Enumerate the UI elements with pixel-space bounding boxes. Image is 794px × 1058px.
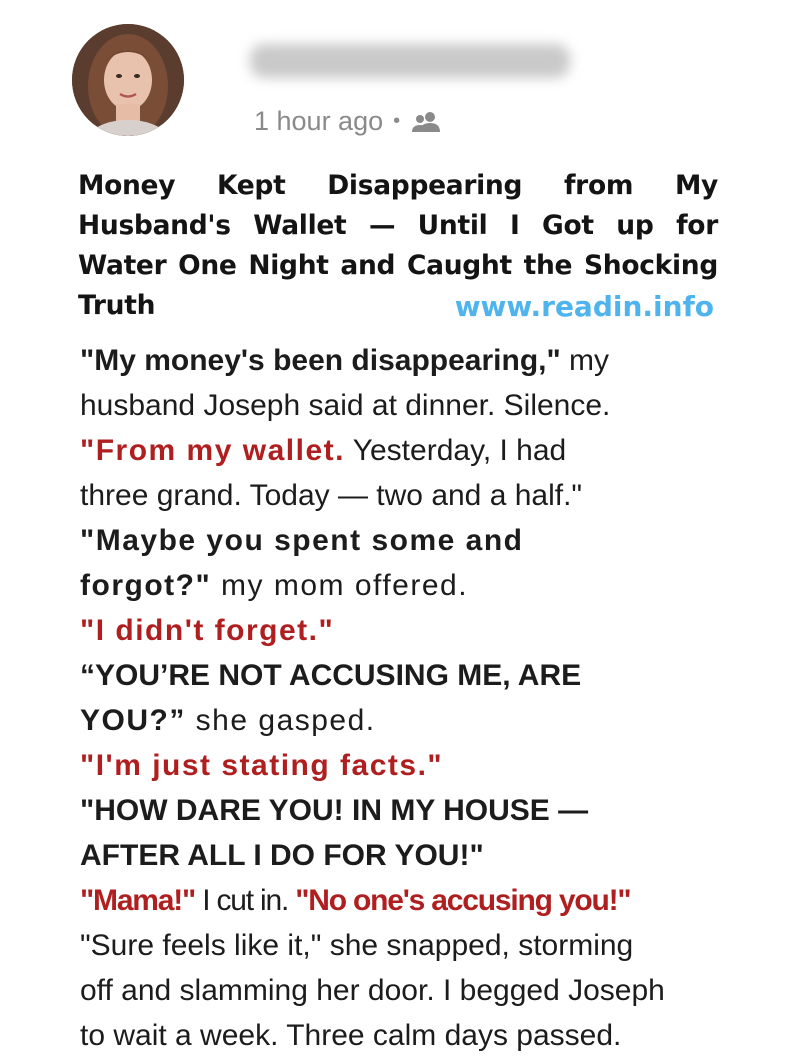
post-title: Money Kept Disappearing from My Husband's Wallet — Until I Got up for Water One Night and Caught the Shocking Truth [78,170,718,321]
username-blurred[interactable] [250,44,570,78]
meta-separator: • [393,110,401,132]
story-line: to wait a week. Three calm days passed. [80,1019,622,1052]
source-link[interactable]: www.readin.info [454,290,714,323]
quote-bold: YOU?” [80,704,186,737]
story-line: "I didn't forget." [80,614,335,647]
quote-red: "No one's accusing you!" [295,884,631,917]
story-line: "Sure feels like it," she snapped, storming [80,929,634,962]
post-meta [254,106,442,137]
story-line [80,698,720,743]
avatar-photo [72,24,184,136]
story-line: three grand. Today — two and a half." [80,479,583,512]
friends-icon[interactable] [410,110,442,134]
story-line [80,878,720,923]
story-line: "HOW DARE YOU! IN MY HOUSE — [80,794,589,827]
narration: she gasped. [185,704,376,737]
narration: my [560,344,610,377]
narration: I cut in. [195,884,296,917]
quote-red: "Mama!" [80,884,196,917]
story-line [80,563,720,608]
story-line [80,428,720,473]
post-header [0,0,794,150]
post-time[interactable]: 1 hour ago [254,106,384,136]
story-text [80,338,720,1058]
story-line: off and slamming her door. I begged Joseph [80,974,665,1007]
narration: my mom offered. [211,569,469,602]
story-line [80,338,720,383]
quote-bold: forgot?" [80,569,212,602]
story-line: "I'm just stating facts." [80,749,444,782]
quote-red: "From my wallet. [80,434,345,467]
story-line: AFTER ALL I DO FOR YOU!" [80,839,484,872]
quote-bold: "My money's been disappearing," [80,344,561,377]
story-line: “YOU’RE NOT ACCUSING ME, ARE [80,659,582,692]
story-line: husband Joseph said at dinner. Silence. [80,389,611,422]
narration: Yesterday, I had [344,434,567,467]
story-line: "Maybe you spent some and [80,524,524,557]
avatar[interactable] [72,24,184,136]
